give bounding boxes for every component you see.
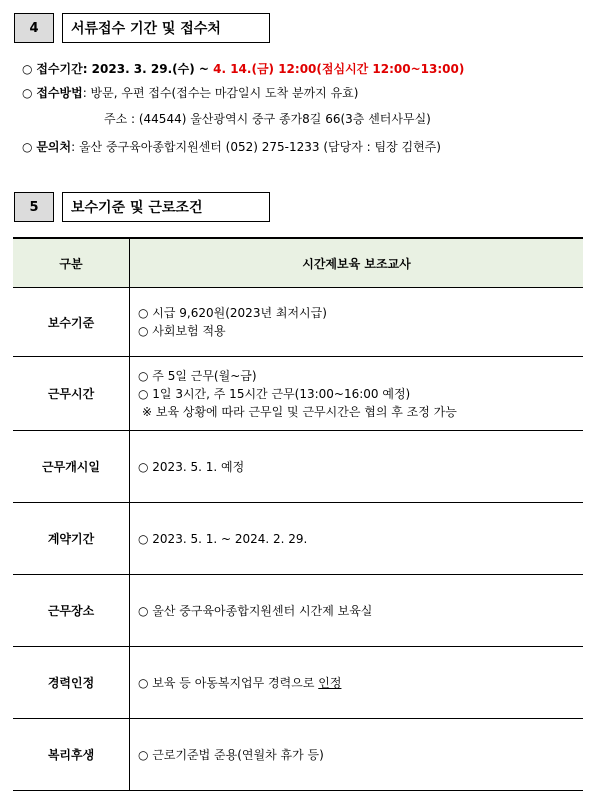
row-line: ○ 2023. 5. 1. 예정 xyxy=(138,459,245,474)
section-title: 보수기준 및 근로조건 xyxy=(62,192,270,222)
row-label: 경력인정 xyxy=(13,647,130,719)
row-content xyxy=(130,575,584,647)
row-line: ○ 사회보험 적용 xyxy=(138,324,226,338)
period-date: : 2023. 3. 29.(수) ~ xyxy=(82,62,214,76)
table-row xyxy=(13,719,583,791)
method-label: 접수방법 xyxy=(36,86,83,100)
row-line: ○ 울산 중구육아종합지원센터 시간제 보육실 xyxy=(138,603,373,618)
row-line xyxy=(138,674,583,692)
contact-line xyxy=(22,138,441,155)
table-row xyxy=(13,503,583,575)
table-row xyxy=(13,357,583,431)
row-content xyxy=(130,647,584,719)
conditions-table xyxy=(13,237,583,791)
period-end: 4. 14.(금) 12:00(점심시간 12:00~13:00) xyxy=(213,62,465,76)
underlined-word: 인정 xyxy=(318,675,342,690)
row-line-text: ○ 보육 등 아동복지업무 경력으로 xyxy=(138,675,319,690)
row-line: ○ 시급 9,620원(2023년 최저시급) xyxy=(138,306,327,320)
row-content xyxy=(130,503,584,575)
row-content xyxy=(130,719,584,791)
row-line: ○ 주 5일 근무(월~금) xyxy=(138,368,257,383)
table-row xyxy=(13,431,583,503)
row-content xyxy=(130,431,584,503)
circle-bullet-icon: ○ xyxy=(22,86,33,100)
row-line: ○ 1일 3시간, 주 15시간 근무(13:00~16:00 예정) xyxy=(138,386,411,401)
row-label: 근무개시일 xyxy=(13,431,130,503)
contact-text: : 울산 중구육아종합지원센터 (052) 275-1233 (담당자 : 팀장 김현주) xyxy=(71,140,441,154)
table-row xyxy=(13,647,583,719)
contact-label: 문의처 xyxy=(36,140,72,154)
address-line: 주소 : (44544) 울산광역시 중구 종가8길 66(3층 센터사무실) xyxy=(104,112,431,126)
header-category: 구분 xyxy=(13,238,130,288)
row-label: 보수기준 xyxy=(13,288,130,357)
row-label: 근무시간 xyxy=(13,357,130,431)
row-line: ○ 근로기준법 준용(연월차 휴가 등) xyxy=(138,747,324,762)
row-label: 근무장소 xyxy=(13,575,130,647)
row-content xyxy=(130,357,584,431)
row-label: 계약기간 xyxy=(13,503,130,575)
section-title: 서류접수 기간 및 접수처 xyxy=(62,13,270,43)
section-number: 4 xyxy=(14,13,54,43)
period-line xyxy=(22,60,464,77)
method-text: : 방문, 우편 접수(접수는 마감일시 도착 분까지 유효) xyxy=(82,86,359,100)
row-content xyxy=(130,288,584,357)
period-label: 접수기간 xyxy=(36,62,83,76)
section-number: 5 xyxy=(14,192,54,222)
table-row xyxy=(13,575,583,647)
row-label: 복리후생 xyxy=(13,719,130,791)
method-line xyxy=(22,84,358,101)
header-position: 시간제보육 보조교사 xyxy=(130,238,584,288)
table-row xyxy=(13,288,583,357)
row-line: ※ 보육 상황에 따라 근무일 및 근무시간은 협의 후 조정 가능 xyxy=(142,404,457,419)
row-line: ○ 2023. 5. 1. ~ 2024. 2. 29. xyxy=(138,531,308,546)
circle-bullet-icon: ○ xyxy=(22,62,33,76)
table-header-row xyxy=(13,238,583,288)
circle-bullet-icon: ○ xyxy=(22,140,33,154)
